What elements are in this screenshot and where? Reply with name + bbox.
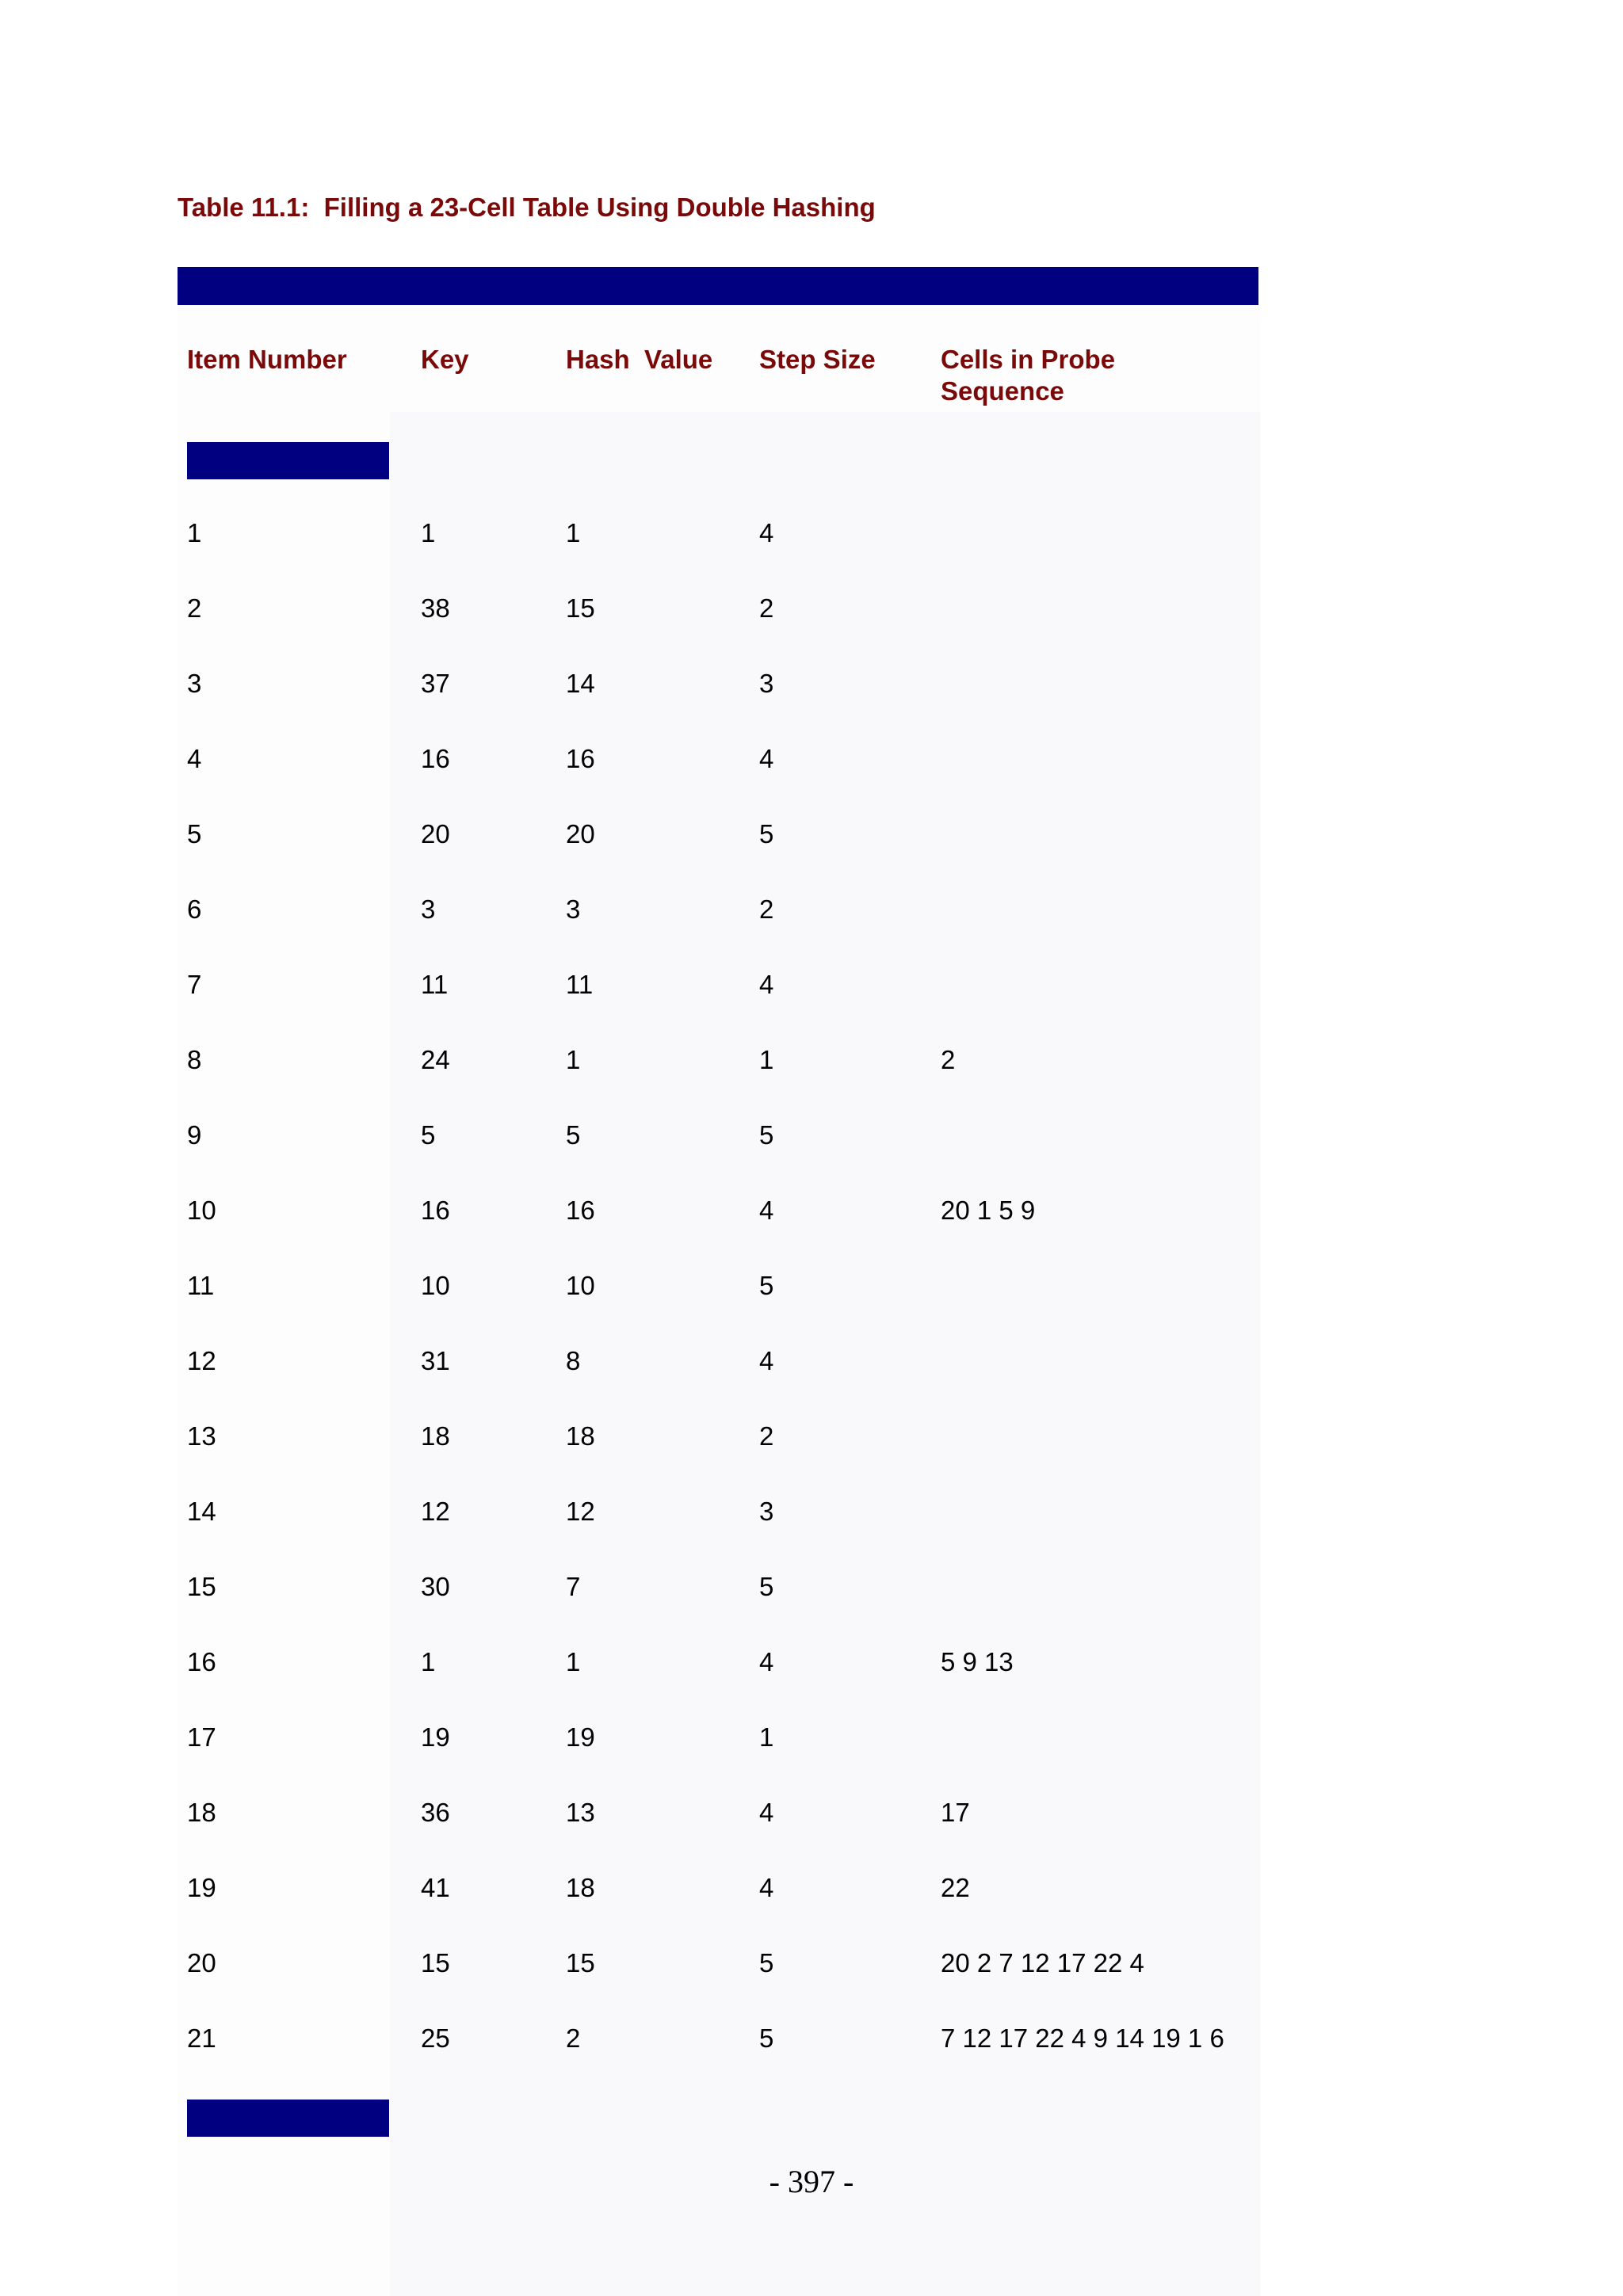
cell-probe-sequence: 2: [941, 1045, 956, 1074]
table-row: [0, 1496, 1623, 1543]
cell-probe-sequence: 22: [941, 1873, 970, 1902]
table-top-rule: [178, 267, 1258, 305]
cell-probe-sequence: 20 1 5 9: [941, 1196, 1036, 1225]
cell-step-size: 4: [759, 1647, 774, 1676]
table-row: [0, 1044, 1623, 1092]
cell-key: 1: [421, 1647, 436, 1676]
cell-hash-value: 16: [566, 1196, 595, 1225]
table-row: [0, 2023, 1623, 2070]
cell-step-size: 5: [759, 1271, 774, 1300]
cell-item-number: 14: [187, 1497, 216, 1526]
cell-hash-value: 15: [566, 1948, 595, 1978]
cell-step-size: 2: [759, 1421, 774, 1451]
cell-key: 30: [421, 1572, 450, 1601]
cell-step-size: 2: [759, 593, 774, 623]
cell-item-number: 3: [187, 669, 202, 698]
cell-item-number: 9: [187, 1120, 202, 1150]
column-header-step-size: Step Size: [759, 345, 876, 374]
cell-hash-value: 5: [566, 1120, 581, 1150]
cell-key: 41: [421, 1873, 450, 1902]
cell-item-number: 16: [187, 1647, 216, 1676]
cell-hash-value: 10: [566, 1271, 595, 1300]
cell-key: 5: [421, 1120, 436, 1150]
cell-item-number: 21: [187, 2023, 216, 2053]
table-row: [0, 1119, 1623, 1167]
cell-hash-value: 1: [566, 518, 581, 547]
cell-key: 15: [421, 1948, 450, 1978]
cell-step-size: 4: [759, 1346, 774, 1375]
table-row: [0, 1722, 1623, 1769]
cell-hash-value: 18: [566, 1873, 595, 1902]
cell-step-size: 5: [759, 819, 774, 849]
cell-item-number: 10: [187, 1196, 216, 1225]
cell-step-size: 5: [759, 1948, 774, 1978]
column-header-item-number: Item Number: [187, 345, 347, 374]
cell-item-number: 1: [187, 518, 202, 547]
cell-key: 31: [421, 1346, 450, 1375]
cell-item-number: 15: [187, 1572, 216, 1601]
cell-key: 18: [421, 1421, 450, 1451]
cell-step-size: 4: [759, 1873, 774, 1902]
table-row: [0, 1195, 1623, 1242]
cell-item-number: 5: [187, 819, 202, 849]
cell-hash-value: 7: [566, 1572, 581, 1601]
table-row: [0, 1421, 1623, 1468]
cell-step-size: 5: [759, 2023, 774, 2053]
cell-step-size: 2: [759, 894, 774, 924]
cell-step-size: 3: [759, 669, 774, 698]
cell-step-size: 4: [759, 970, 774, 999]
cell-step-size: 1: [759, 1722, 774, 1752]
cell-item-number: 19: [187, 1873, 216, 1902]
cell-hash-value: 12: [566, 1497, 595, 1526]
header-separator-bar: [187, 442, 389, 479]
table-row: [0, 818, 1623, 866]
cell-key: 38: [421, 593, 450, 623]
cell-hash-value: 1: [566, 1647, 581, 1676]
cell-key: 20: [421, 819, 450, 849]
column-header-probe-sequence: Cells in Probe Sequence: [941, 345, 1116, 406]
table-row: [0, 593, 1623, 640]
cell-hash-value: 14: [566, 669, 595, 698]
table-bottom-bar: [187, 2100, 389, 2137]
cell-key: 37: [421, 669, 450, 698]
cell-key: 25: [421, 2023, 450, 2053]
table-row: [0, 743, 1623, 791]
cell-step-size: 5: [759, 1572, 774, 1601]
cell-key: 16: [421, 1196, 450, 1225]
cell-item-number: 2: [187, 593, 202, 623]
cell-item-number: 7: [187, 970, 202, 999]
cell-item-number: 11: [187, 1271, 215, 1300]
cell-key: 24: [421, 1045, 450, 1074]
cell-step-size: 4: [759, 1798, 774, 1827]
cell-hash-value: 3: [566, 894, 581, 924]
cell-key: 16: [421, 744, 450, 773]
cell-key: 1: [421, 518, 436, 547]
cell-hash-value: 11: [566, 970, 594, 999]
cell-hash-value: 15: [566, 593, 595, 623]
cell-hash-value: 19: [566, 1722, 595, 1752]
table-row: [0, 1345, 1623, 1393]
column-header-hash-value: Hash Value: [566, 345, 713, 374]
table-row: [0, 1571, 1623, 1619]
cell-key: 12: [421, 1497, 450, 1526]
cell-hash-value: 1: [566, 1045, 581, 1074]
cell-step-size: 1: [759, 1045, 774, 1074]
cell-probe-sequence: 7 12 17 22 4 9 14 19 1 6: [941, 2023, 1224, 2053]
table-row: [0, 1872, 1623, 1920]
page-number: - 397 -: [769, 2164, 854, 2199]
cell-step-size: 4: [759, 518, 774, 547]
cell-probe-sequence: 17: [941, 1798, 970, 1827]
table-row: [0, 1797, 1623, 1844]
cell-item-number: 8: [187, 1045, 202, 1074]
cell-step-size: 5: [759, 1120, 774, 1150]
cell-key: 11: [421, 970, 449, 999]
cell-key: 19: [421, 1722, 450, 1752]
table-row: [0, 1270, 1623, 1318]
cell-item-number: 12: [187, 1346, 216, 1375]
cell-step-size: 4: [759, 1196, 774, 1225]
cell-hash-value: 2: [566, 2023, 581, 2053]
cell-probe-sequence: 5 9 13: [941, 1647, 1014, 1676]
table-row: [0, 1947, 1623, 1995]
column-header-key: Key: [421, 345, 469, 374]
cell-key: 10: [421, 1271, 450, 1300]
cell-item-number: 20: [187, 1948, 216, 1978]
cell-item-number: 4: [187, 744, 202, 773]
cell-hash-value: 16: [566, 744, 595, 773]
cell-step-size: 3: [759, 1497, 774, 1526]
cell-item-number: 18: [187, 1798, 216, 1827]
table-row: [0, 969, 1623, 1016]
cell-item-number: 17: [187, 1722, 216, 1752]
cell-item-number: 6: [187, 894, 202, 924]
table-row: [0, 668, 1623, 715]
cell-item-number: 13: [187, 1421, 216, 1451]
cell-key: 36: [421, 1798, 450, 1827]
cell-step-size: 4: [759, 744, 774, 773]
cell-hash-value: 20: [566, 819, 595, 849]
table-row: [0, 894, 1623, 941]
table-row: [0, 1646, 1623, 1694]
cell-key: 3: [421, 894, 436, 924]
cell-probe-sequence: 20 2 7 12 17 22 4: [941, 1948, 1144, 1978]
cell-hash-value: 8: [566, 1346, 581, 1375]
cell-hash-value: 18: [566, 1421, 595, 1451]
table-row: [0, 517, 1623, 565]
table-caption: Table 11.1: Filling a 23-Cell Table Using Double Hashing: [178, 193, 876, 222]
cell-hash-value: 13: [566, 1798, 595, 1827]
